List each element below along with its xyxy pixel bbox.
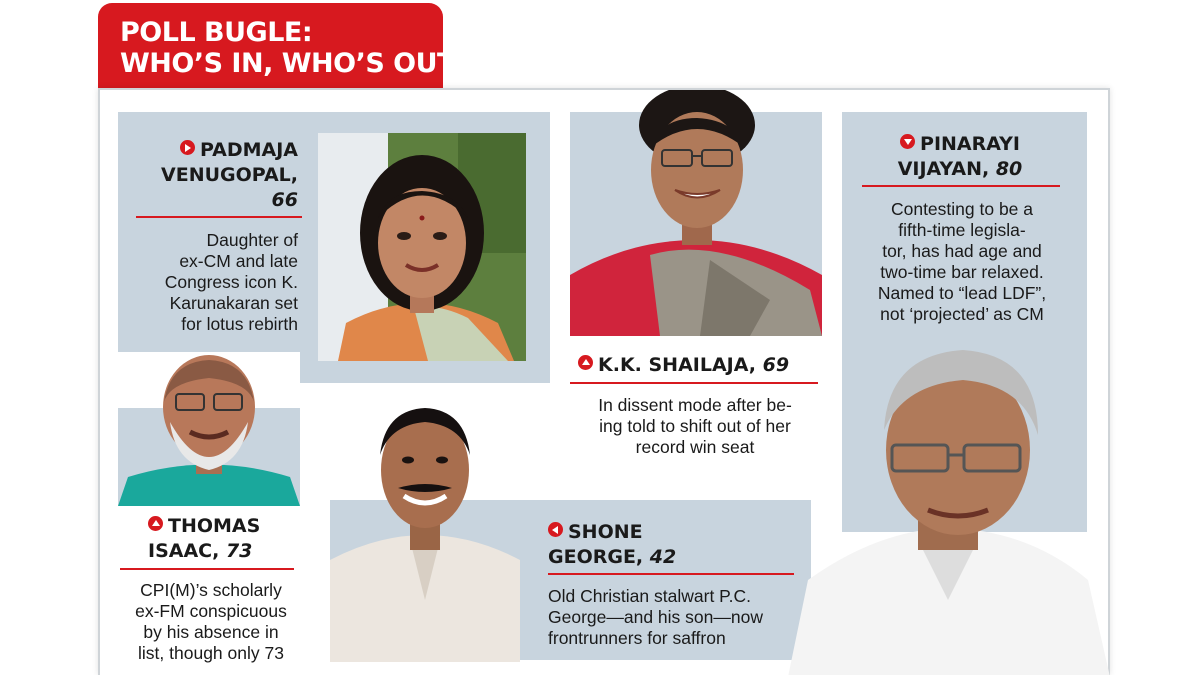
desc-line: record win seat: [635, 437, 755, 457]
headline-tab: [98, 3, 455, 91]
desc-line: tor, has had age and: [882, 241, 1042, 261]
desc-line: Named to “lead LDF”,: [877, 283, 1047, 303]
desc-line: George—and his son—now: [548, 607, 763, 627]
desc-line: ex-CM and late: [179, 251, 298, 271]
name-line: PADMAJA: [199, 139, 298, 161]
name-line: THOMAS: [168, 515, 261, 537]
rule-padmaja: [136, 216, 302, 218]
name-shailaja: [578, 353, 789, 378]
rule-shone: [548, 573, 794, 575]
name-line: VIJAYAN,: [897, 158, 990, 180]
desc-line: In dissent mode after be-: [598, 395, 792, 415]
name-shone: [548, 520, 676, 570]
desc-line: frontrunners for saffron: [548, 628, 726, 648]
age: 80: [995, 158, 1023, 180]
arrow-right-icon: [180, 140, 195, 155]
desc-line: for lotus rebirth: [181, 314, 298, 334]
photo-kk-shailaja: [570, 90, 822, 336]
infographic-frame: [98, 88, 1110, 675]
desc-thomas: [118, 580, 304, 664]
photo-padmaja-venugopal: [318, 133, 526, 361]
desc-line: by his absence in: [143, 622, 279, 642]
age: 42: [649, 546, 677, 568]
desc-line: ing told to shift out of her: [599, 416, 791, 436]
desc-line: list, though only 73: [138, 643, 284, 663]
desc-line: Congress icon K.: [164, 272, 298, 292]
desc-line: Karunakaran set: [169, 293, 298, 313]
rule-thomas: [120, 568, 294, 570]
age: 69: [762, 354, 790, 376]
desc-shailaja: [570, 395, 820, 458]
desc-shone: [548, 586, 808, 649]
name-line: GEORGE,: [548, 546, 644, 568]
desc-line: two-time bar relaxed.: [880, 262, 1044, 282]
arrow-down-icon: [900, 134, 915, 149]
photo-shone-george: [330, 400, 520, 662]
desc-line: Daughter of: [206, 230, 298, 250]
arrow-up-icon: [148, 516, 163, 531]
name-thomas: [148, 514, 260, 564]
photo-pinarayi-vijayan: [788, 350, 1110, 675]
desc-line: ex-FM conspicuous: [135, 601, 287, 621]
name-line: VENUGOPAL,: [161, 164, 298, 186]
headline-line-2: WHO’S IN, WHO’S OUT: [120, 48, 455, 79]
name-padmaja: [161, 138, 298, 213]
desc-padmaja: [165, 230, 298, 335]
age: 66: [271, 189, 298, 211]
name-line: SHONE: [568, 521, 643, 543]
arrow-left-icon: [548, 522, 563, 537]
age: 73: [225, 540, 253, 562]
rule-pinarayi: [862, 185, 1060, 187]
name-line: PINARAYI: [920, 133, 1020, 155]
desc-line: CPI(M)’s scholarly: [140, 580, 282, 600]
arrow-up-icon: [578, 355, 593, 370]
name-line: ISAAC,: [148, 540, 220, 562]
desc-line: Old Christian stalwart P.C.: [548, 586, 751, 606]
desc-line: Contesting to be a: [890, 199, 1034, 219]
desc-pinarayi: [852, 199, 1072, 325]
name-line: K.K. SHAILAJA,: [598, 354, 757, 376]
photo-thomas-isaac: [118, 352, 300, 506]
name-pinarayi: [860, 132, 1060, 182]
headline-line-1: POLL BUGLE:: [120, 17, 313, 48]
desc-line: not ‘projected’ as CM: [880, 304, 1044, 324]
desc-line: fifth-time legisla-: [898, 220, 1026, 240]
rule-shailaja: [570, 382, 818, 384]
